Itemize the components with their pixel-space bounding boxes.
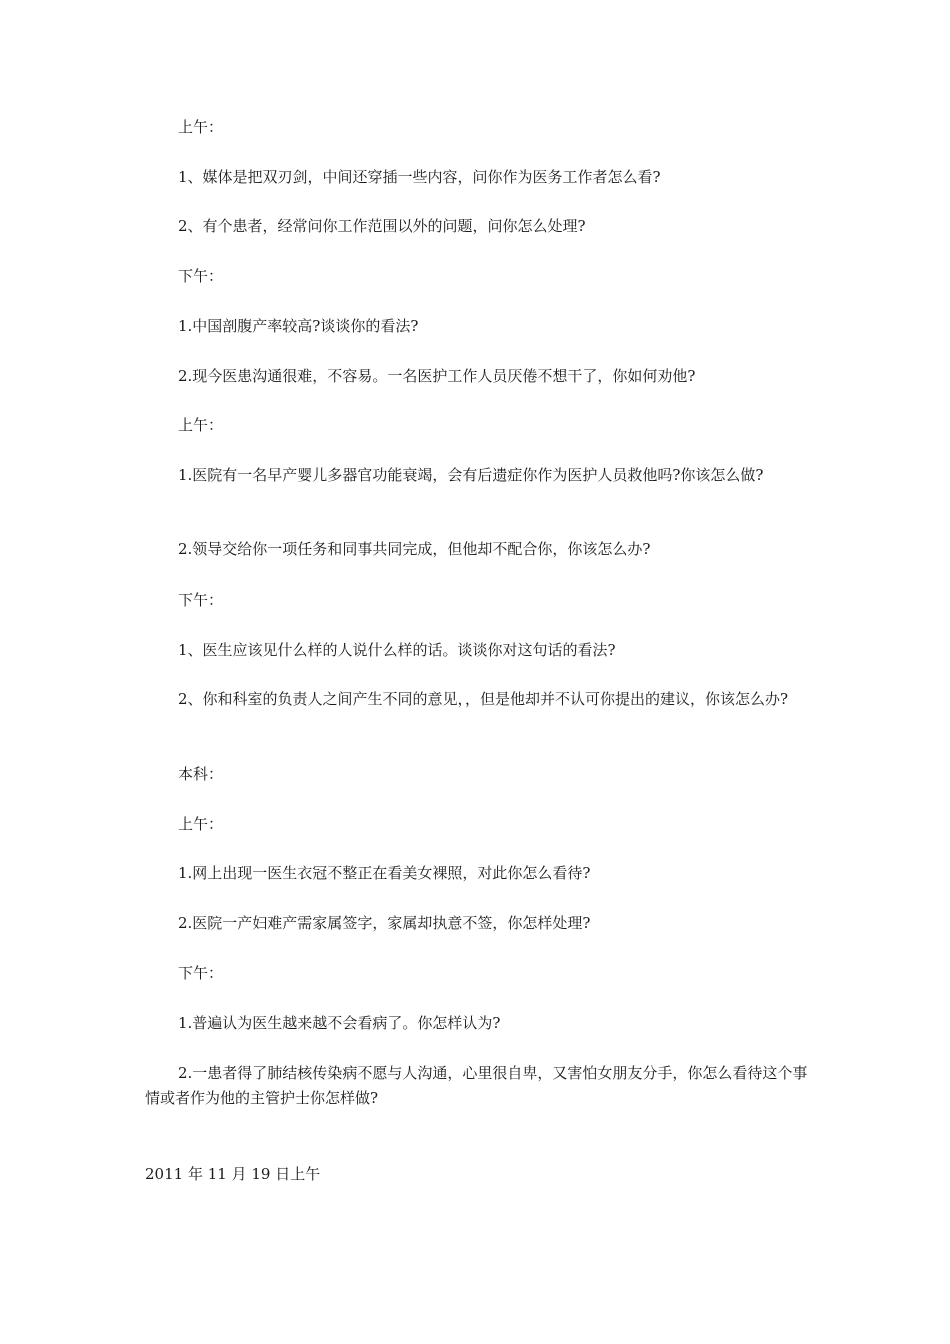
question-paragraph: 1、医生应该见什么样的人说什么样的话。谈谈你对这句话的看法?: [178, 641, 616, 659]
section-heading-morning: 上午：: [178, 416, 224, 434]
section-heading-afternoon: 下午：: [178, 267, 224, 285]
section-heading-undergraduate: 本科：: [178, 765, 224, 783]
question-paragraph: 2.一患者得了肺结核传染病不愿与人沟通，心里很自卑，又害怕女朋友分手，你怎么看待这个事情或者作为他的主管护士你怎样做?: [145, 1064, 808, 1107]
question-paragraph: 1.中国剖腹产率较高?谈谈你的看法?: [178, 317, 419, 335]
section-heading-afternoon: 下午：: [178, 591, 224, 609]
section-heading-morning: 上午：: [178, 118, 224, 136]
section-heading-afternoon: 下午：: [178, 964, 224, 982]
question-paragraph: 2、有个患者，经常问你工作范围以外的问题，问你怎么处理?: [178, 217, 586, 235]
question-paragraph: 1.网上出现一医生衣冠不整正在看美女裸照，对此你怎么看待?: [178, 864, 591, 882]
question-paragraph: 2.领导交给你一项任务和同事共同完成，但他却不配合你，你该怎么办?: [178, 540, 651, 558]
question-paragraph: 2、你和科室的负责人之间产生不同的意见，，但是他却并不认可你提出的建议，你该怎么办?: [178, 690, 789, 708]
question-paragraph: 1.医院有一名早产婴儿多器官功能衰竭，会有后遗症你作为医护人员救他吗?你该怎么做?: [178, 466, 764, 484]
question-paragraph: 1.普遍认为医生越来越不会看病了。你怎样认为?: [178, 1014, 501, 1032]
question-paragraph: 1、媒体是把双刃剑，中间还穿插一些内容，问你作为医务工作者怎么看?: [178, 168, 661, 186]
date-line: 2011 年 11 月 19 日上午: [145, 1165, 321, 1183]
section-heading-morning: 上午：: [178, 815, 224, 833]
question-paragraph: 2.医院一产妇难产需家属签字，家属却执意不签，你怎样处理?: [178, 914, 591, 932]
question-paragraph: 2.现今医患沟通很难，不容易。一名医护工作人员厌倦不想干了，你如何劝他?: [178, 367, 696, 385]
